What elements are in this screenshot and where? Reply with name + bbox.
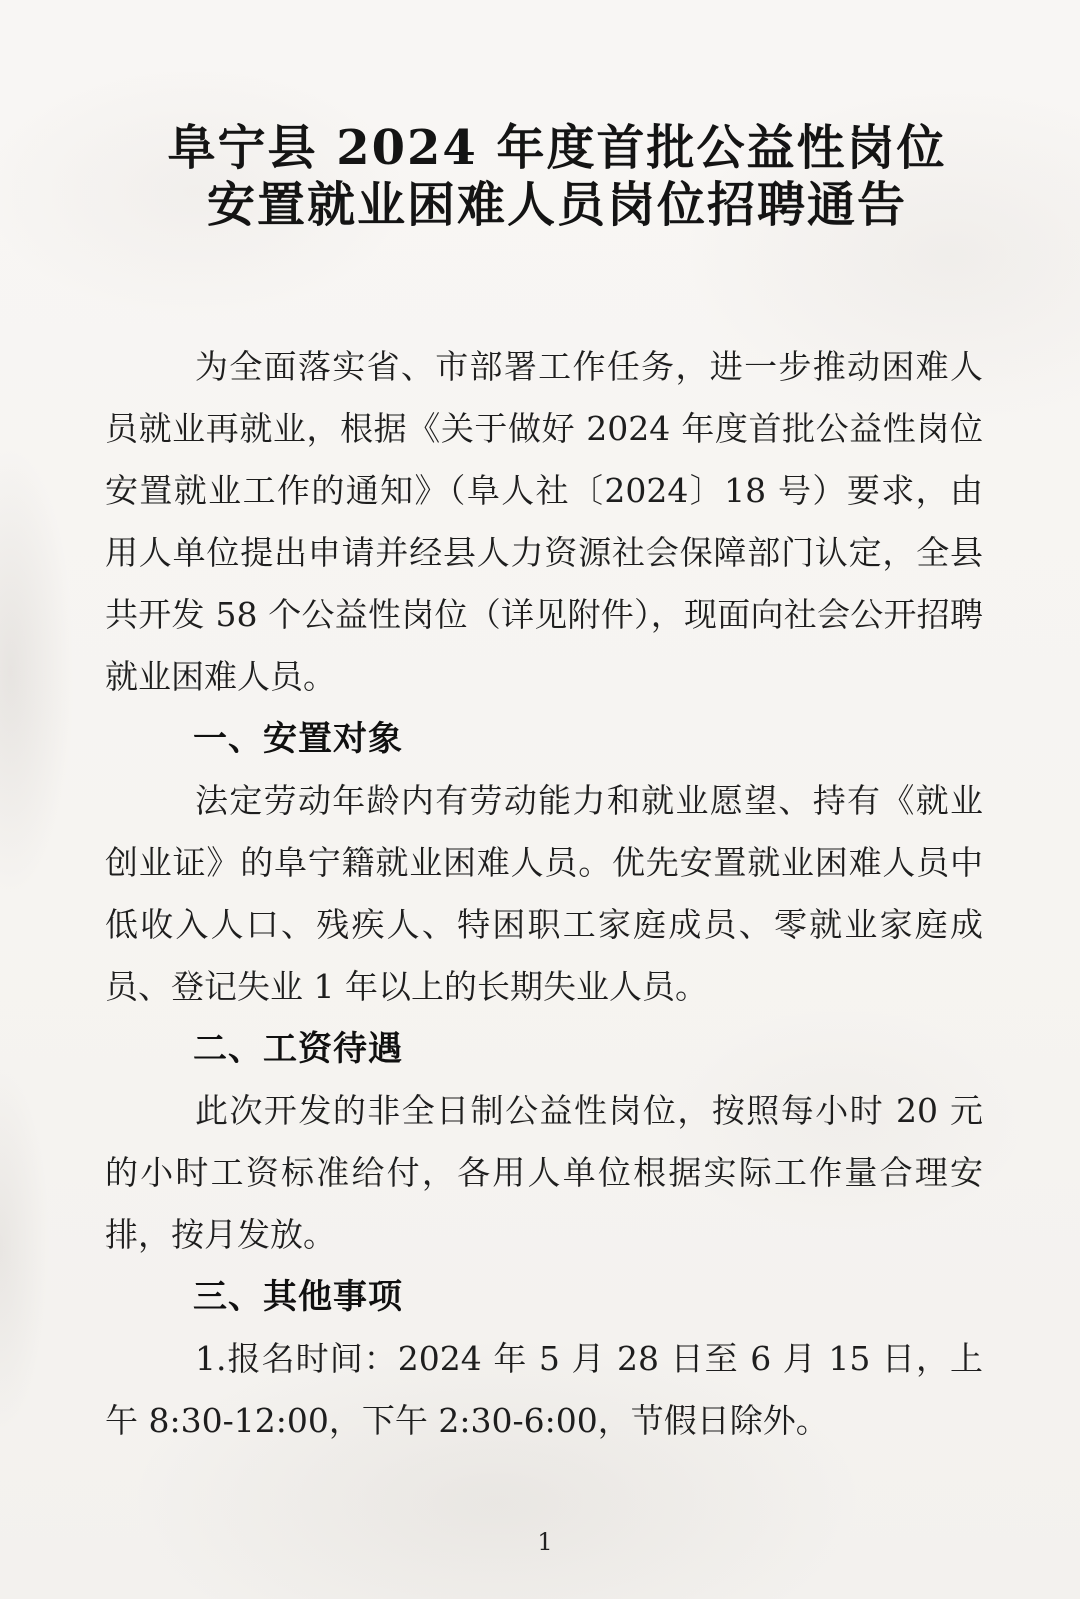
page-number: 1 [537,1528,553,1556]
section-2-body: 此次开发的非全日制公益性岗位，按照每小时 20 元的小时工资标准给付，各用人单位根据实际工作量合理安排，按月发放。 [105,1091,983,1254]
intro-paragraph: 为全面落实省、市部署工作任务，进一步推动困难人员就业再就业，根据《关于做好 2024 年度首批公益性岗位安置就业工作的通知》（阜人社〔2024〕18 号）要求，由用人单位提出申请并经县人力资源社会保障部门认定，全县共开发 58 个公益性岗位（详见附件），现面向社会公开招聘就业困难人员。 [105,347,983,696]
document-title [0,0,1080,234]
section-3-body: 1.报名时间：2024 年 5 月 28 日至 6 月 15 日，上午 8:30-12:00，下午 2:30-6:00，节假日除外。 [105,1339,983,1440]
section-2-heading: 二、工资待遇 [193,1029,403,1069]
title-line-1: 阜宁县 2024 年度首批公益性岗位 [167,120,947,176]
document-body [105,336,983,1452]
section-3-heading: 三、其他事项 [193,1277,403,1317]
section-1-body: 法定劳动年龄内有劳动能力和就业愿望、持有《就业创业证》的阜宁籍就业困难人员。优先安置就业困难人员中低收入人口、残疾人、特困职工家庭成员、零就业家庭成员、登记失业 1 年以上的长期失业人员。 [105,781,983,1006]
section-1-heading: 一、安置对象 [193,719,403,759]
page-footer [0,1528,1080,1556]
title-line-2: 安置就业困难人员岗位招聘通告 [206,177,907,233]
